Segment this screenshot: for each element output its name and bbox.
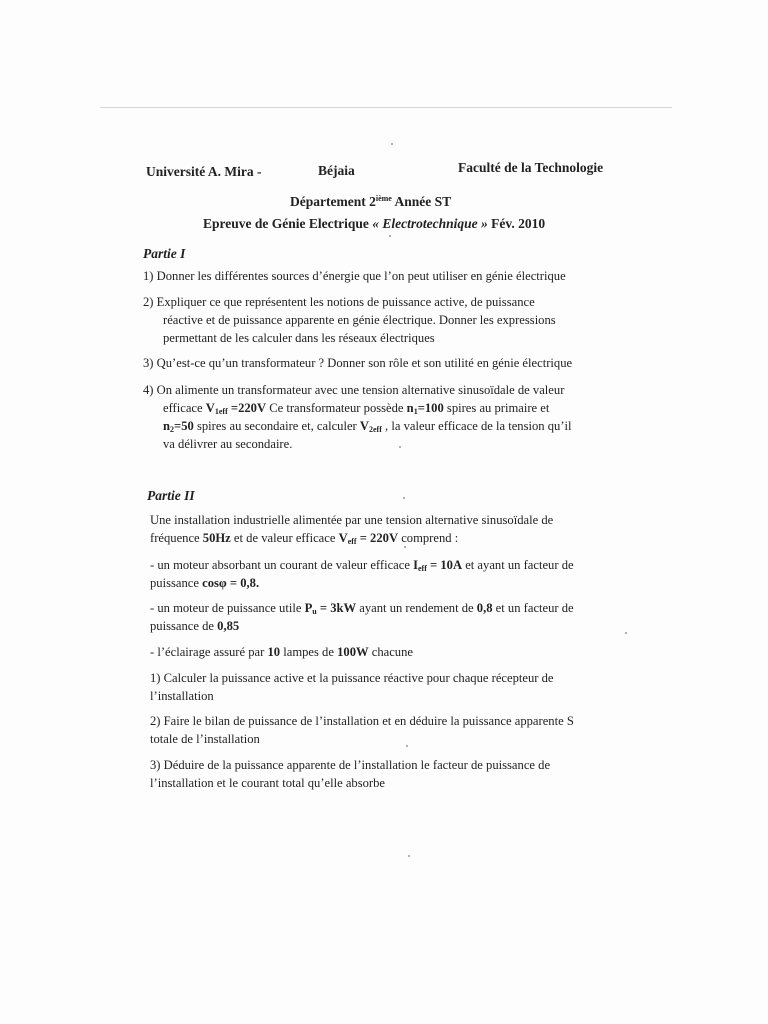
year-number: 2 xyxy=(369,194,376,209)
department-line xyxy=(290,191,451,210)
text-segment: et de valeur efficace xyxy=(230,531,339,545)
part2-intro-line-2 xyxy=(150,530,458,550)
voltage-subscript: eff xyxy=(347,537,357,546)
part2-question-2-line-2: totale de l’installation xyxy=(150,732,260,746)
department-label: Département xyxy=(290,194,366,209)
voltage-value: =220V xyxy=(227,401,267,415)
part1-question-2-line-3: permettant de les calculer dans les réseaux électriques xyxy=(163,331,435,345)
scan-speck xyxy=(406,745,408,747)
frequency-value: 50Hz xyxy=(202,531,231,545)
text-segment: - un moteur absorbant un courant de valeur efficace xyxy=(150,558,414,572)
voltage-symbol xyxy=(339,531,398,545)
part2-title: Partie II xyxy=(147,488,195,503)
part2-question-3-line-2: l’installation et le courant total qu’elle absorbe xyxy=(150,776,386,790)
year-suffix: Année ST xyxy=(394,194,452,209)
voltage-letter: V xyxy=(359,419,369,433)
power-factor-value: 0,85 xyxy=(217,619,240,633)
lamp-power: 100W xyxy=(337,645,369,659)
text-segment: efficace xyxy=(163,401,206,415)
scan-edge-line xyxy=(100,107,672,108)
text-segment: - un moteur de puissance utile xyxy=(150,601,305,615)
part1-question-4-line-1: 4) On alimente un transformateur avec une tension alternative sinusoïdale de valeur xyxy=(143,383,565,397)
text-segment: Ce transformateur possède xyxy=(266,401,407,415)
part2-motor1-line-2 xyxy=(150,575,259,591)
power-subscript: u xyxy=(312,607,317,616)
text-segment: ayant un rendement de xyxy=(356,601,477,615)
turns-letter: n xyxy=(163,419,171,433)
scan-speck xyxy=(408,855,410,857)
exam-prefix: Epreuve de Génie Electrique xyxy=(203,216,369,231)
voltage-letter: V xyxy=(338,531,348,545)
efficiency-value: 0,8 xyxy=(476,601,493,615)
faculty-name: Faculté de la Technologie xyxy=(458,160,604,175)
text-segment: , la valeur efficace de la tension qu’il xyxy=(381,419,572,433)
part2-motor2-line-1 xyxy=(150,600,574,620)
exam-date: Fév. 2010 xyxy=(491,216,546,231)
scan-speck xyxy=(399,446,401,448)
text-segment: spires au primaire et xyxy=(443,401,550,415)
turns-subscript: 1 xyxy=(413,407,418,416)
scan-speck xyxy=(391,143,393,145)
part2-question-1-line-2: l’installation xyxy=(150,689,214,703)
exam-title-line xyxy=(203,216,545,232)
power-factor-value: cosφ = 0,8. xyxy=(202,576,260,590)
text-segment: chacune xyxy=(368,645,413,659)
city-name: Béjaia xyxy=(318,163,355,178)
exam-subject: « Electrotechnique » xyxy=(372,216,488,231)
part2-question-3-line-1: 3) Déduire de la puissance apparente de l’installation le facteur de puissance de xyxy=(150,758,551,772)
text-segment: comprend : xyxy=(398,531,459,545)
scan-speck xyxy=(389,235,391,237)
text-segment: spires au secondaire et, calculer xyxy=(193,419,360,433)
part1-question-3: 3) Qu’est-ce qu’un transformateur ? Donner son rôle et son utilité en génie électrique xyxy=(143,356,573,370)
turns-primary xyxy=(407,401,444,415)
turns-letter: n xyxy=(406,401,414,415)
text-segment: puissance xyxy=(150,576,203,590)
scan-speck xyxy=(625,632,627,634)
part2-lighting-line xyxy=(150,644,413,660)
year-superscript: ième xyxy=(375,194,392,203)
turns-value: =100 xyxy=(417,401,444,415)
power-value: = 3kW xyxy=(316,601,357,615)
text-segment: et un facteur de xyxy=(492,601,574,615)
part1-question-4-line-3 xyxy=(163,418,572,438)
scan-speck xyxy=(403,497,405,499)
voltage-secondary-symbol xyxy=(360,419,382,433)
part1-question-4-line-4: va délivrer au secondaire. xyxy=(163,437,293,451)
power-symbol xyxy=(305,601,357,615)
voltage-value: = 220V xyxy=(356,531,399,545)
current-letter: I xyxy=(413,558,418,572)
part1-question-2-line-1: 2) Expliquer ce que représentent les notions de puissance active, de puissance xyxy=(143,295,535,309)
turns-subscript: 2 xyxy=(170,425,175,434)
turns-secondary xyxy=(163,419,194,433)
power-letter: P xyxy=(304,601,313,615)
part2-motor1-line-1 xyxy=(150,557,574,577)
text-segment: - l’éclairage assuré par xyxy=(150,645,268,659)
text-segment: fréquence xyxy=(150,531,203,545)
text-segment: lampes de xyxy=(280,645,338,659)
text-segment: puissance de xyxy=(150,619,218,633)
part1-question-4-line-2 xyxy=(163,400,549,420)
part1-question-1: 1) Donner les différentes sources d’énergie que l’on peut utiliser en génie électrique xyxy=(143,269,566,283)
header-dash: - xyxy=(257,164,262,179)
current-subscript: eff xyxy=(417,564,427,573)
current-value: = 10A xyxy=(426,558,463,572)
voltage-letter: V xyxy=(205,401,215,415)
part2-intro-line-1: Une installation industrielle alimentée par une tension alternative sinusoïdale de xyxy=(150,513,554,527)
part2-question-1-line-1: 1) Calculer la puissance active et la puissance réactive pour chaque récepteur de xyxy=(150,671,554,685)
lamp-count: 10 xyxy=(267,645,281,659)
university-name: Université A. Mira xyxy=(146,164,254,179)
part2-motor2-line-2 xyxy=(150,618,239,634)
part1-title: Partie I xyxy=(143,246,186,261)
voltage-symbol xyxy=(206,401,266,415)
part2-question-2-line-1: 2) Faire le bilan de puissance de l’installation et en déduire la puissance apparente S xyxy=(150,714,574,728)
turns-value: =50 xyxy=(174,419,194,433)
text-segment: et ayant un facteur de xyxy=(462,558,574,572)
current-symbol xyxy=(413,558,462,572)
voltage-subscript: 1eff xyxy=(214,407,228,416)
voltage-subscript: 2eff xyxy=(369,425,382,434)
part1-question-2-line-2: réactive et de puissance apparente en génie électrique. Donner les expressions xyxy=(163,313,556,327)
scan-speck xyxy=(404,546,406,548)
